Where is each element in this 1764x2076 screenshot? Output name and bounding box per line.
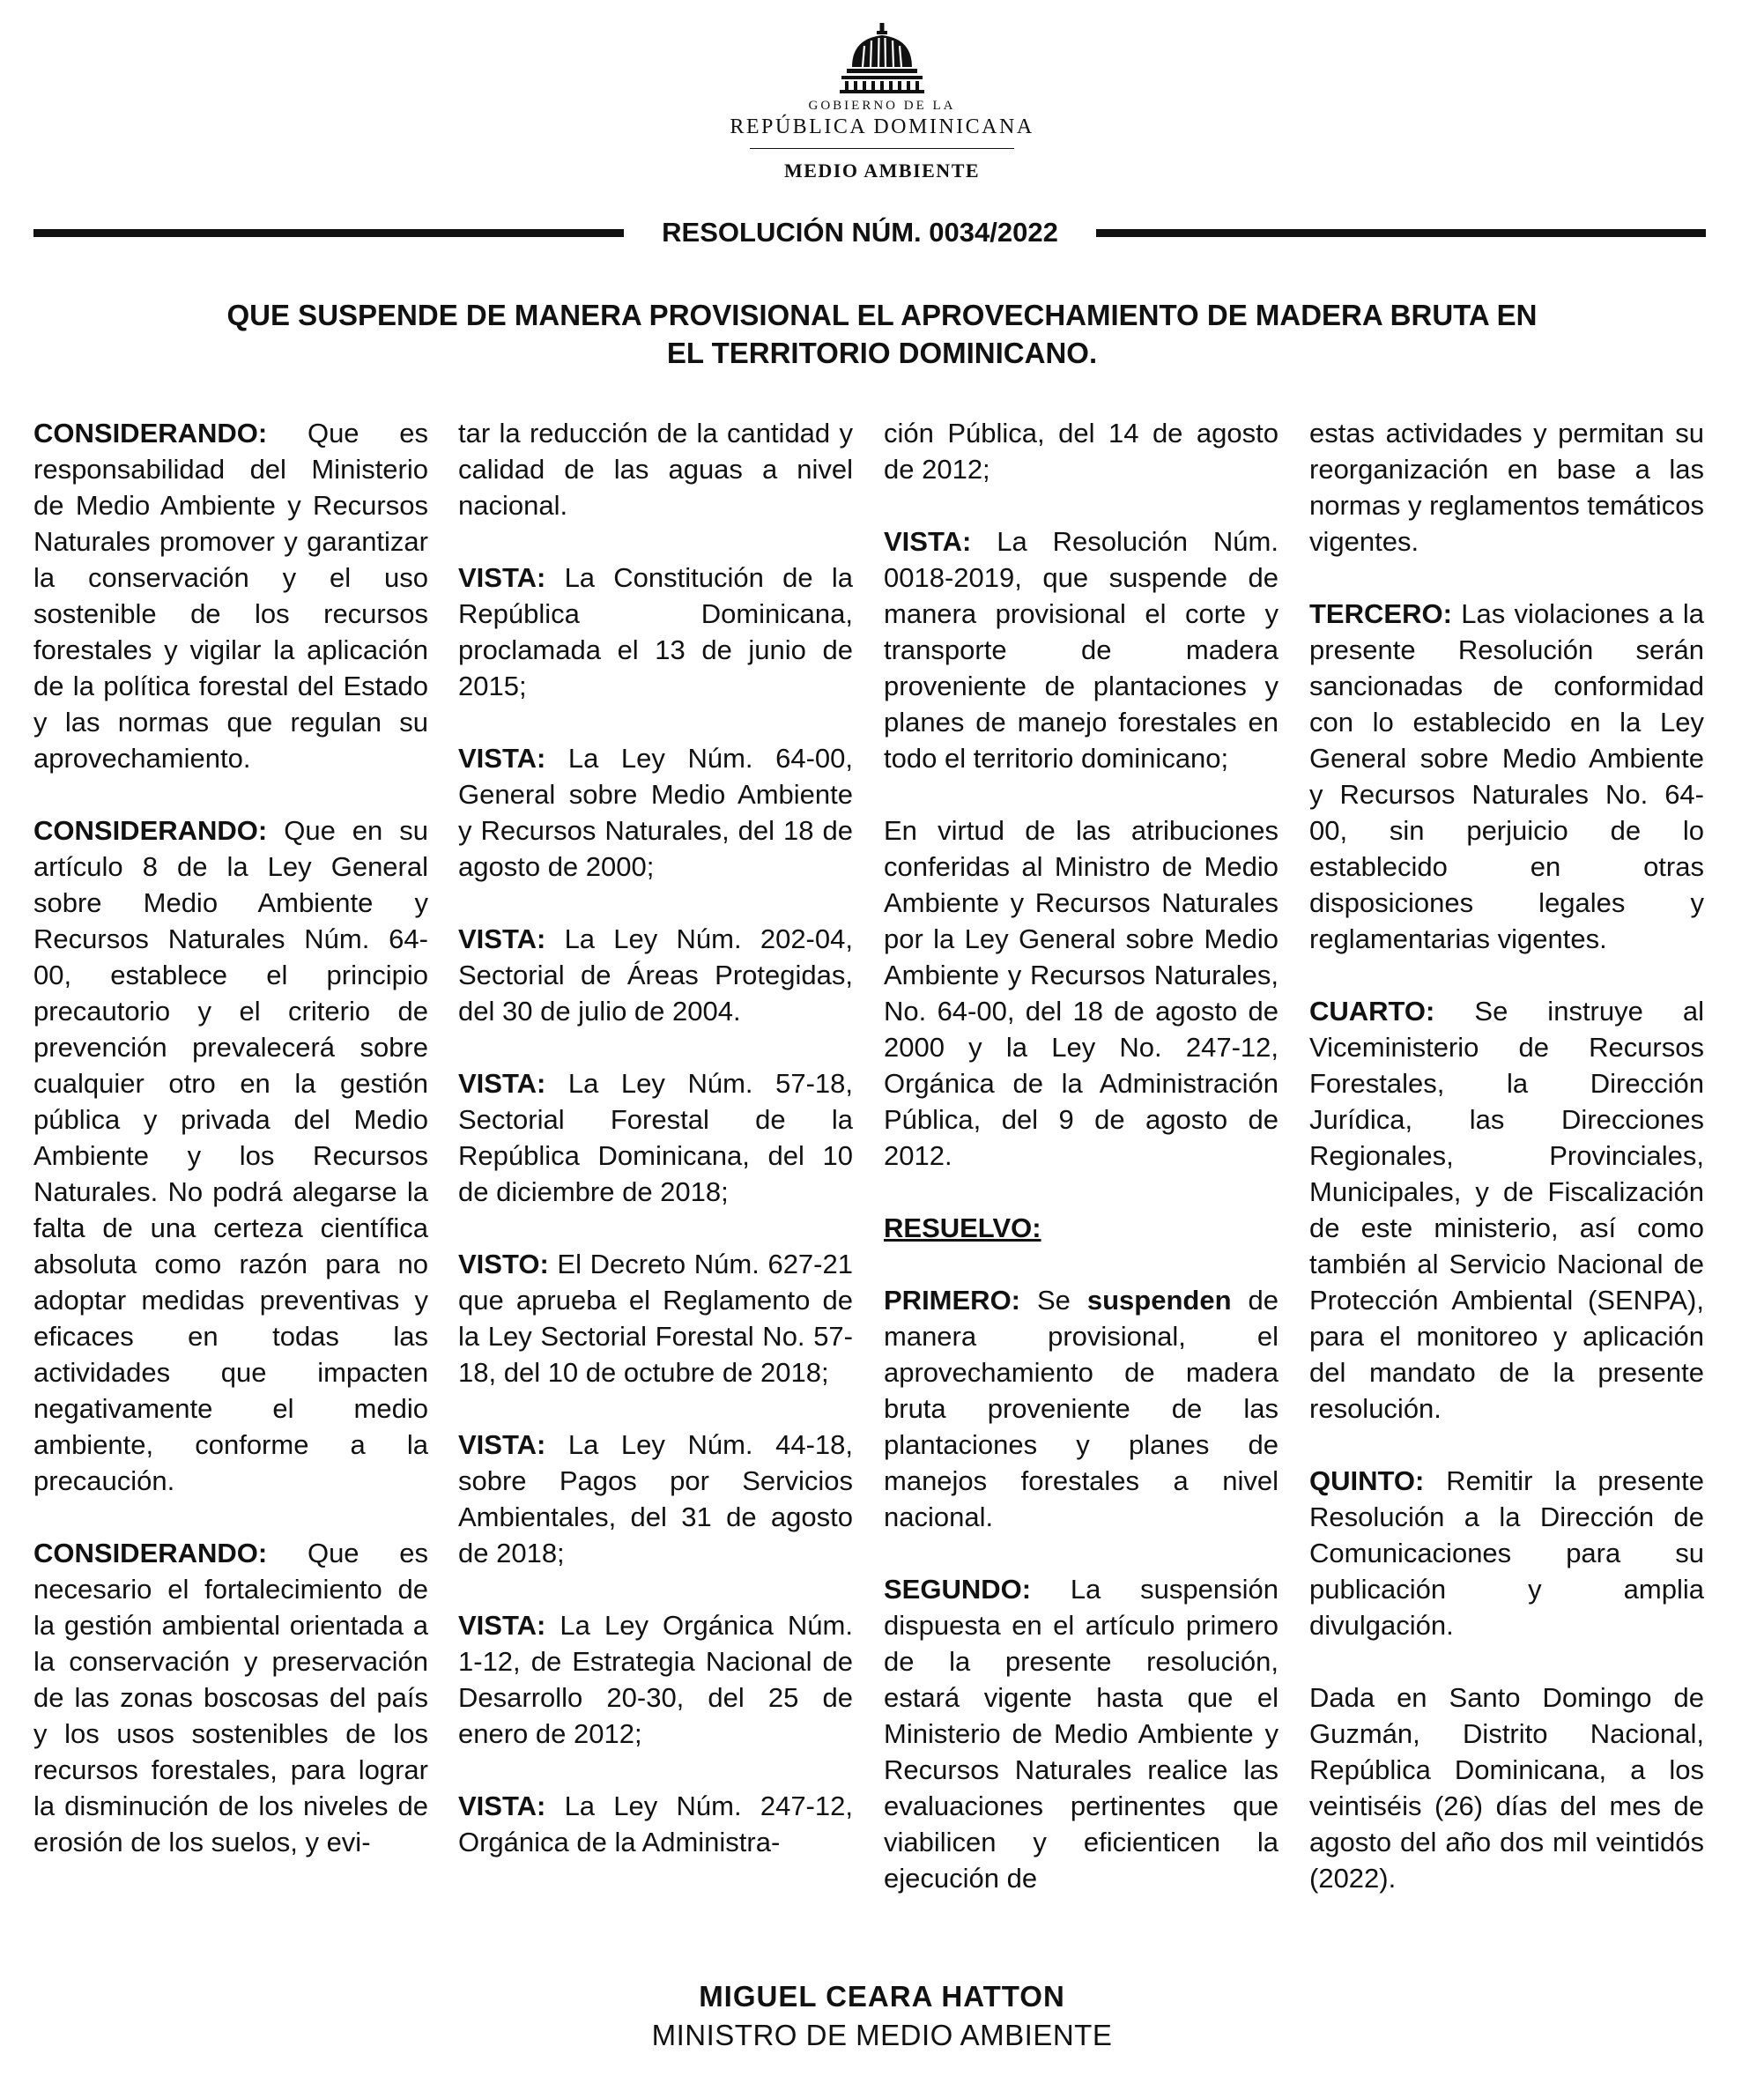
department-name: MEDIO AMBIENTE: [783, 159, 981, 182]
paragraph: [884, 523, 1279, 776]
clause-label: VISTA:: [458, 1791, 546, 1821]
clause-label: VISTA:: [458, 562, 546, 593]
clause-text: En virtud de las atribuciones conferidas al Ministro de Medio Ambiente y Recursos Naturales por la Ley General sobre Medio Ambiente y Recursos Naturales, No. 64-00, del 18 de agosto de 2000 y la Ley No. 247-12, Orgánica de la Administración Pública, del 9 de agosto de 2012.: [884, 815, 1279, 1171]
clause-text: Que es necesario el fortalecimiento de la gestión ambiental orientada a la conservación y preservación de las zonas boscosas del país y los usos sostenibles de los recursos forestales, para lograr la disminución de los niveles de erosión de los suelos, y evi-: [33, 1538, 428, 1857]
clause-text: ción Pública, del 14 de agosto de 2012;: [884, 418, 1279, 485]
capitol-dome-icon: [840, 23, 924, 93]
resolution-number: RESOLUCIÓN NÚM. 0034/2022: [662, 217, 1058, 248]
clause-text: Que en su artículo 8 de la Ley General sobre Medio Ambiente y Recursos Naturales Núm. 64-00, establece el principio precautorio y el criterio de prevención prevalecerá sobre cualquier otro en la gestión pública y privada del Medio Ambiente y los Recursos Naturales. No podrá alegarse la falta de una certeza científica absoluta como razón para no adoptar medidas preventivas y eficaces en todas las actividades que impacten negativamente el medio ambiente, conforme a la precaución.: [33, 815, 428, 1496]
clause-text: La suspensión dispuesta en el artículo primero de la presente resolución, estará vigente hasta que el Ministerio de Medio Ambiente y Recursos Naturales realice las evaluaciones pertinentes que viabilicen y eficienticen la ejecución de: [884, 1574, 1279, 1894]
clause-text: La Ley Núm. 44-18, sobre Pagos por Servicios Ambientales, del 31 de agosto de 2018;: [458, 1429, 853, 1568]
paragraph: [458, 560, 853, 704]
clause-label: QUINTO:: [1309, 1465, 1425, 1496]
text-column-3: [884, 415, 1279, 1932]
clause-text: La Ley Núm. 247-12, Orgánica de la Administra-: [458, 1791, 853, 1857]
signatory-title: MINISTRO DE MEDIO AMBIENTE: [651, 2019, 1113, 2051]
signature-block: [0, 1980, 1764, 2052]
clause-text: Se: [1036, 1285, 1071, 1316]
header-divider: [750, 148, 1014, 149]
clause-text: de manera provisional, el aprovechamiento de madera bruta proveniente de las plantaciones y planes de manejos forestales a nivel nacional.: [884, 1285, 1279, 1532]
paragraph: [33, 1535, 428, 1860]
clause-label: TERCERO:: [1309, 598, 1452, 629]
resolution-rule-left: [33, 229, 624, 237]
title-line-2: EL TERRITORIO DOMINICANO.: [666, 337, 1098, 369]
clause-label: CUARTO:: [1309, 996, 1435, 1027]
text-column-1: [33, 415, 428, 1896]
paragraph: [1309, 415, 1704, 560]
clause-emphasis: suspenden: [1086, 1285, 1232, 1316]
clause-label: SEGUNDO:: [884, 1574, 1032, 1605]
clause-label: VISTA:: [458, 1429, 546, 1460]
paragraph: [458, 1246, 853, 1390]
paragraph: [1309, 1463, 1704, 1643]
resolution-title: [132, 296, 1632, 372]
clause-text: Remitir la presente Resolución a la Dirección de Comunicaciones para su publicación y amplia divulgación.: [1309, 1465, 1704, 1641]
paragraph: [884, 1282, 1279, 1535]
clause-label: CONSIDERANDO:: [33, 418, 268, 449]
title-line-1: QUE SUSPENDE DE MANERA PROVISIONAL EL APROVECHAMIENTO DE MADERA BRUTA EN: [226, 299, 1538, 331]
signatory-name: MIGUEL CEARA HATTON: [699, 1980, 1065, 2013]
clause-text: El Decreto Núm. 627-21 que aprueba el Reglamento de la Ley Sectorial Forestal No. 57-18, del 10 de octubre de 2018;: [458, 1249, 853, 1388]
clause-text: Que es responsabilidad del Ministerio de Medio Ambiente y Recursos Naturales promover y garantizar la conservación y el uso sostenible de los recursos forestales y vigilar la aplicación de la política forestal del Estado y las normas que regulan su aprovechamiento.: [33, 418, 428, 774]
gov-line-country: REPÚBLICA DOMINICANA: [730, 115, 1034, 138]
clause-text: La Ley Núm. 202-04, Sectorial de Áreas Protegidas, del 30 de julio de 2004.: [458, 923, 853, 1027]
resuelvo-heading: RESUELVO:: [884, 1212, 1041, 1243]
clause-label: VISTA:: [458, 1068, 546, 1099]
clause-label: CONSIDERANDO:: [33, 815, 268, 846]
paragraph: [884, 415, 1279, 487]
clause-text: La Resolución Núm. 0018-2019, que suspende de manera provisional el corte y transporte de madera proveniente de plantaciones y planes de manejo forestales en todo el territorio dominicano;: [884, 526, 1279, 774]
paragraph: [458, 1427, 853, 1571]
paragraph: [1309, 993, 1704, 1427]
clause-text: La Ley Núm. 57-18, Sectorial Forestal de la República Dominicana, del 10 de diciembre de 2018;: [458, 1068, 853, 1207]
clause-text: estas actividades y permitan su reorganización en base a las normas y reglamentos temáticos vigentes.: [1309, 418, 1704, 557]
clause-label: VISTA:: [458, 1610, 546, 1641]
government-header: [0, 23, 1764, 182]
paragraph: [458, 1065, 853, 1210]
paragraph: [1309, 596, 1704, 957]
text-column-2: [458, 415, 853, 1896]
clause-text: Se instruye al Viceministerio de Recursos Forestales, la Dirección Jurídica, las Direcciones Regionales, Provinciales, Municipales, y de Fiscalización de este ministerio, así como también al Servicio Nacional de Protección Ambiental (SENPA), para el monitoreo y aplicación del mandato de la presente resolución.: [1309, 996, 1704, 1424]
paragraph: [458, 1788, 853, 1860]
gov-line-small: GOBIERNO DE LA: [808, 99, 956, 113]
clause-label: VISTA:: [884, 526, 972, 557]
clause-text: Dada en Santo Domingo de Guzmán, Distrito Nacional, República Dominicana, a los veintiséis (26) días del mes de agosto del año dos mil veintidós (2022).: [1309, 1682, 1704, 1894]
clause-label: CONSIDERANDO:: [33, 1538, 268, 1568]
clause-label: PRIMERO:: [884, 1285, 1020, 1316]
resolution-rule-right: [1096, 229, 1706, 237]
clause-text: La Ley Núm. 64-00, General sobre Medio Ambiente y Recursos Naturales, del 18 de agosto de 2000;: [458, 743, 853, 882]
paragraph: [884, 812, 1279, 1174]
clause-label: VISTA:: [458, 923, 546, 954]
paragraph: [884, 1210, 1279, 1246]
clause-text: La Constitución de la República Dominicana, proclamada el 13 de junio de 2015;: [458, 562, 853, 701]
clause-text: Las violaciones a la presente Resolución serán sancionadas de conformidad con lo establecido en la Ley General sobre Medio Ambiente y Recursos Naturales No. 64-00, sin perjuicio de lo establecido en otras disposiciones legales y reglamentarias vigentes.: [1309, 598, 1704, 954]
clause-label: VISTO:: [458, 1249, 549, 1279]
paragraph: [458, 415, 853, 523]
paragraph: [1309, 1679, 1704, 1896]
resolution-bar: [33, 213, 1706, 254]
clause-text: La Ley Orgánica Núm. 1-12, de Estrategia Nacional de Desarrollo 20-30, del 25 de enero de 2012;: [458, 1610, 853, 1749]
paragraph: [33, 812, 428, 1499]
paragraph: [884, 1571, 1279, 1896]
paragraph: [458, 921, 853, 1029]
text-column-4: [1309, 415, 1704, 1932]
paragraph: [458, 740, 853, 885]
clause-label: VISTA:: [458, 743, 546, 774]
clause-text: tar la reducción de la cantidad y calidad de las aguas a nivel nacional.: [458, 418, 853, 521]
paragraph: [458, 1607, 853, 1752]
paragraph: [33, 415, 428, 776]
